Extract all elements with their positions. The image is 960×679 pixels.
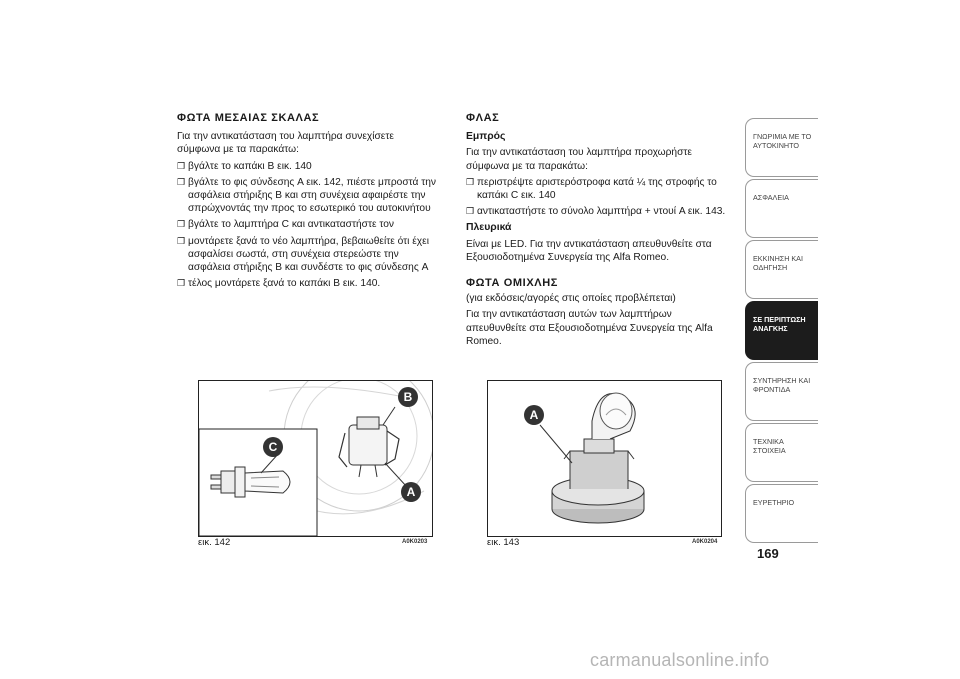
figure-142-illustration bbox=[198, 380, 433, 537]
list-item: ❒ μοντάρετε ξανά το νέο λαμπτήρα, βεβαιωθείτε ότι έχει ασφαλίσει σωστά, στη συνέχεια στερεώστε την ασφάλεια στήριξης B και συνδέστε το φις σύνδεσης A bbox=[177, 235, 429, 274]
indicator-bulb-socket-illustration bbox=[488, 381, 721, 536]
checkbox-bullet-icon: ❒ bbox=[466, 206, 475, 217]
checkbox-bullet-icon: ❒ bbox=[177, 160, 186, 171]
watermark: carmanualsonline.info bbox=[590, 650, 770, 670]
tab-index[interactable]: ΕΥΡΕΤΗΡΙΟ bbox=[745, 484, 818, 543]
callout-b: B bbox=[398, 387, 418, 407]
side-subheading: Πλευρικά bbox=[466, 222, 512, 234]
page-number: 169 bbox=[757, 546, 779, 561]
checkbox-bullet-icon: ❒ bbox=[177, 278, 186, 289]
list-item: ❒ τέλος μοντάρετε ξανά το καπάκι B εικ. 140. bbox=[177, 278, 381, 290]
tab-emergency[interactable]: ΣΕ ΠΕΡΙΠΤΩΣΗ ΑΝΑΓΚΗΣ bbox=[745, 301, 818, 360]
fog-note: (για εκδόσεις/αγορές στις οποίες προβλέπεται) bbox=[466, 293, 676, 305]
list-item: ❒ βγάλτε το καπάκι B εικ. 140 bbox=[177, 160, 312, 172]
left-column bbox=[177, 112, 439, 293]
list-item: ❒ περιστρέψτε αριστερόστροφα κατά ¼ της στροφής το καπάκι C εικ. 140 bbox=[466, 176, 717, 202]
list-item: ❒ αντικαταστήστε το σύνολο λαμπτήρα + ντουί A εικ. 143. bbox=[466, 206, 726, 218]
tab-safety[interactable]: ΑΣΦΑΛΕΙΑ bbox=[745, 179, 818, 238]
figure-143-code: A0K0204 bbox=[692, 539, 718, 545]
callout-a: A bbox=[524, 405, 544, 425]
tab-getting-to-know[interactable]: ΓΝΩΡΙΜΙΑ ΜΕ ΤΟ ΑΥΤΟΚΙΝΗΤΟ bbox=[745, 118, 818, 177]
callout-a: A bbox=[401, 482, 421, 502]
section-heading-indicators: ΦΛΑΣ bbox=[466, 112, 500, 124]
right-column bbox=[466, 112, 731, 351]
checkbox-bullet-icon: ❒ bbox=[466, 176, 475, 187]
section-heading-low-beam: ΦΩΤΑ ΜΕΣΑΙΑΣ ΣΚΑΛΑΣ bbox=[177, 112, 320, 124]
fog-text: Για την αντικατάσταση αυτών των λαμπτήρων απευθυνθείτε στα Εξουσιοδοτημένα Συνεργεία της Alfa Romeo. bbox=[466, 309, 713, 347]
chapter-tabs bbox=[745, 118, 818, 545]
checkbox-bullet-icon: ❒ bbox=[177, 219, 186, 230]
callout-c: C bbox=[263, 437, 283, 457]
section-heading-fog-lights: ΦΩΤΑ ΟΜΙΧΛΗΣ bbox=[466, 277, 558, 290]
list-item: ❒ βγάλτε το φις σύνδεσης A εικ. 142, πιέστε μπροστά την ασφάλεια στήριξης B και στη συνέχεια αφαιρέστε την σπρώχνοντάς την προς το εσωτερικό του αυτοκινήτου bbox=[177, 176, 437, 215]
side-text: Είναι με LED. Για την αντικατάσταση απευθυνθείτε στα Εξουσιοδοτημένα Συνεργεία της Alfa Romeo. bbox=[466, 238, 712, 263]
figure-142-code: A0K0203 bbox=[402, 539, 428, 545]
checkbox-bullet-icon: ❒ bbox=[177, 176, 186, 187]
checkbox-bullet-icon: ❒ bbox=[177, 235, 186, 246]
tab-technical-data[interactable]: ΤΕΧΝΙΚΑ ΣΤΟΙΧΕΙΑ bbox=[745, 423, 818, 482]
front-intro: Για την αντικατάσταση του λαμπτήρα προχωρήστε σύμφωνα με τα παρακάτω: bbox=[466, 147, 692, 172]
tab-maintenance[interactable]: ΣΥΝΤΗΡΗΣΗ ΚΑΙ ΦΡΟΝΤΙΔΑ bbox=[745, 362, 818, 421]
low-beam-intro: Για την αντικατάσταση του λαμπτήρα συνεχίσετε σύμφωνα με τα παρακάτω: bbox=[177, 131, 394, 156]
figure-142-caption: εικ. 142 bbox=[198, 537, 231, 548]
tab-starting-driving[interactable]: ΕΚΚΙΝΗΣΗ ΚΑΙ ΟΔΗΓΗΣΗ bbox=[745, 240, 818, 299]
figure-143-illustration bbox=[487, 380, 722, 537]
headlamp-bulb-illustration bbox=[199, 381, 432, 536]
figure-143-caption: εικ. 143 bbox=[487, 537, 520, 548]
list-item: ❒ βγάλτε το λαμπτήρα C και αντικαταστήστε τον bbox=[177, 219, 394, 231]
front-subheading: Εμπρός bbox=[466, 131, 506, 143]
